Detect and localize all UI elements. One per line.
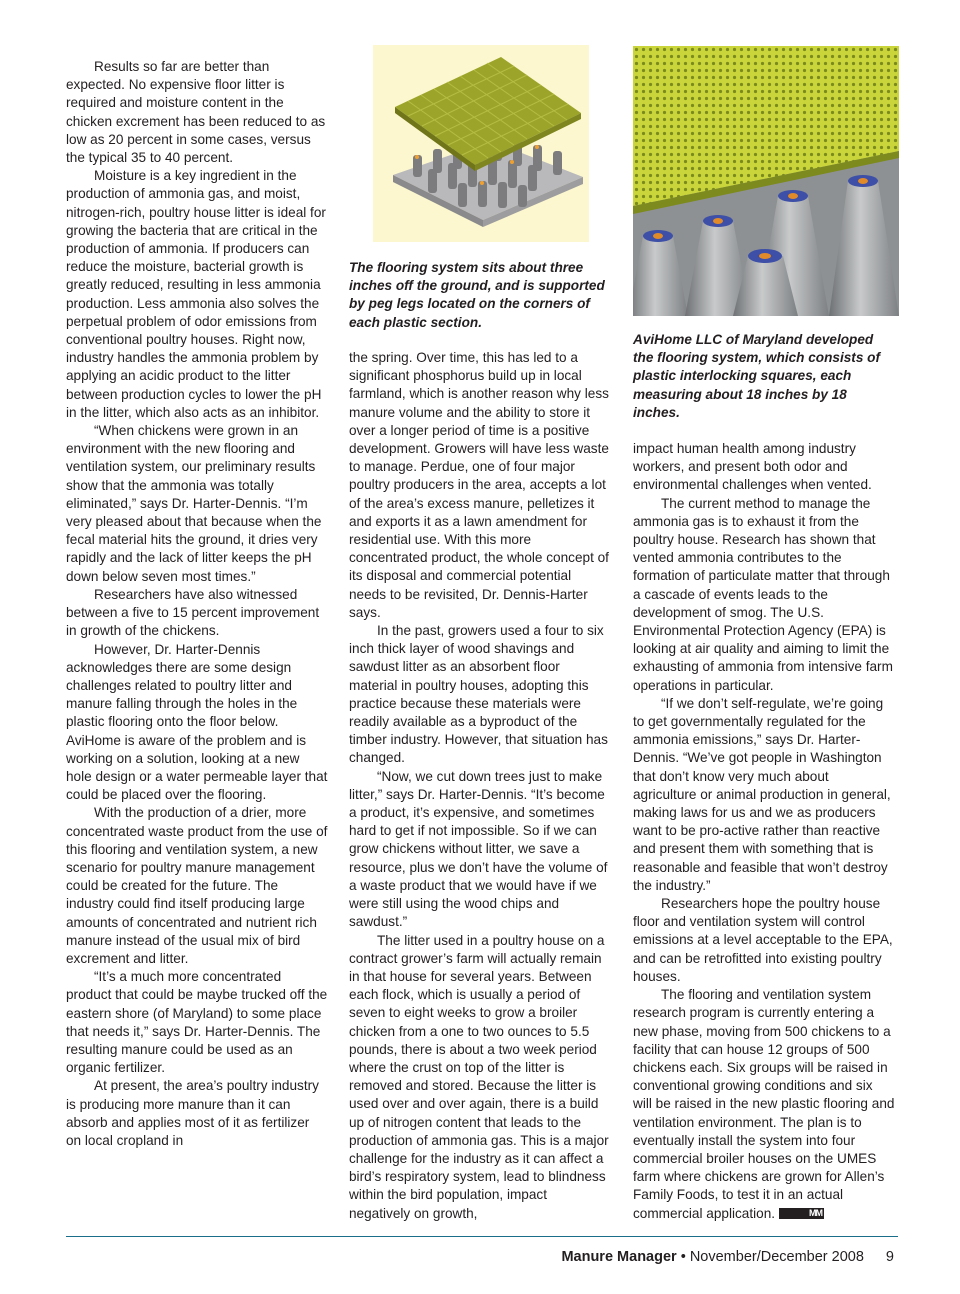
paragraph: In the past, growers used a four to six inch thick layer of wood shavings and sawdust litter as an absorbent floor material in poultry houses, adopting this practice because these materials were readily available as a byproduct of the timber industry. However, that situation has changed. (349, 623, 608, 766)
paragraph: With the production of a drier, more concentrated waste product from the use of this flooring and ventilation system, a new scenario for poultry manure management could be created for the future. The industry could find itself producing large amounts of concentrated and nutrient rich manure instead of the usual mix of bird excrement and litter. (66, 805, 328, 966)
magazine-name: Manure Manager (561, 1249, 677, 1265)
article-column-1 (66, 58, 328, 1150)
interlocking-squares-figure (633, 46, 899, 316)
paragraph: “When chickens were grown in an environment with the new flooring and ventilation system, our preliminary results show that the ammonia was totally eliminated,” says Dr. Harter-Dennis. “I’m very pleased about that because when the fecal material hits the ground, it dries very rapidly and the lack of litter keeps the pH down below seven most times.” (66, 423, 322, 584)
issue-date: November/December 2008 (689, 1249, 864, 1265)
flooring-system-figure (373, 45, 589, 242)
end-of-article-mark: MM (779, 1208, 824, 1219)
paragraph: the spring. Over time, this has led to a significant phosphorus build up in local farmland, which is another reason why less manure volume and the ability to store it over a longer period of time is a positive development. Growers will have less waste to manage. Perdue, one of four major poultry producers in the area, accepts a lot of the area’s excess manure, pelletizes it and exports it as a lawn amendment for residential use. With this more concentrated product, the whole concept of its disposal and commercial potential needs to be revisited, Dr. Dennis-Harter says. (349, 350, 609, 620)
paragraph: impact human health among industry workers, and present both odor and environmental challenges when vented. (633, 441, 872, 493)
paragraph: However, Dr. Harter-Dennis acknowledges there are some design challenges related to poultry litter and manure falling through the holes in the plastic flooring onto the floor below. AviHome is aware of the problem and is working on a solution, looking at a new hole design or a water permeable layer that could be placed over the flooring. (66, 641, 328, 803)
paragraph: Moisture is a key ingredient in the production of ammonia gas, and moist, nitrogen-rich, poultry house litter is ideal for growing the bacteria that are critical in the production of ammonia. If producers can reduce the moisture, bacterial growth is greatly reduced, resulting in less ammonia production. Less ammonia also solves the perpetual problem of odor emissions from conventional poultry houses. Right now, industry handles the ammonia problem by applying an acidic product to the litter between production cycles to lower the pH in the litter, which also acts as an inhibitor. (66, 168, 326, 420)
figure-caption-2: AviHome LLC of Maryland developed the flooring system, which consists of plastic interlocking squares, each measuring about 18 inches by 18 inches. (633, 332, 880, 420)
footer-divider (66, 1236, 898, 1237)
footer-separator: • (676, 1249, 690, 1265)
figure-caption-1: The flooring system sits about three inches off the ground, and is supported by peg legs located on the corners of each plastic section. (349, 260, 605, 330)
paragraph (633, 986, 895, 1223)
article-column-2 (349, 349, 611, 1223)
paragraph: “Now, we cut down trees just to make litter,” says Dr. Harter-Dennis. “It’s become a product, it’s expensive, and sometimes hard to get if not impossible. So if we can grow chickens without litter, we save a resource, plus we don’t have the volume of a waste product that we would have if we were still using the wood chips and sawdust.” (349, 768, 608, 930)
page-footer (561, 1249, 894, 1265)
page-number: 9 (885, 1249, 894, 1265)
paragraph: The litter used in a poultry house on a contract grower’s farm will actually remain in that house for several years. Between each flock, which is usually a period of seven to eight weeks to grow a broiler chicken from a one to two ounces to 5.5 pounds, there is about a two week period where the crust on top of the litter is removed and stored. Because the litter is used over and over again, there is a build up of nitrogen content that leads to the production of ammonia gas. This is a major challenge for the industry as it can affect a bird’s respiratory system, lead to blindness within the bird population, impact negatively on growth, (349, 932, 609, 1221)
paragraph: “If we don’t self-regulate, we’re going to get governmentally regulated for the ammonia emissions,” says Dr. Harter-Dennis. “We’ve got people in Washington that don’t know very much about agriculture or animal production in general, making laws for us and we as producers want to be pro-active rather than reactive and present them with something that is reasonable and feasible that won’t destroy the industry.” (633, 695, 891, 893)
paragraph: Researchers hope the poultry house floor and ventilation system will control emissions at a level acceptable to the EPA, and can be retrofitted into existing poultry houses. (633, 896, 893, 984)
article-column-3 (633, 440, 895, 1223)
paragraph: At present, the area’s poultry industry is producing more manure than it can absorb and applies most of it as fertilizer on local cropland in (66, 1078, 319, 1148)
paragraph: “It’s a much more concentrated product that could be maybe trucked off the eastern shore (of Maryland) to some place that needs it,” says Dr. Harter-Dennis. The resulting manure could be used as an organic fertilizer. (66, 969, 328, 1076)
paragraph: Researchers have also witnessed between a five to 15 percent improvement in growth of the chickens. (66, 586, 320, 639)
paragraph: The current method to manage the ammonia gas is to exhaust it from the poultry house. Research has shown that vented ammonia contributes to the formation of particulate matter that through a cascade of events leads to the development of smog. The U.S. Environmental Protection Agency (EPA) is looking at air quality and aiming to limit the exhausting of ammonia from intensive farm operations in particular. (633, 495, 893, 693)
paragraph: Results so far are better than expected. No expensive floor litter is required and moisture content in the chicken excrement has been reduced to as low as 20 percent in some cases, versus the typical 35 to 40 percent. (66, 59, 326, 166)
flooring-panel-illustration (373, 45, 589, 242)
final-paragraph-text: The flooring and ventilation system research program is currently entering a new phase, moving from 500 chickens to a facility that can house 12 groups of 500 chickens each. Six groups will be raised in conventional growing conditions and six will be raised in the new plastic flooring and ventilation environment. The plan is to eventually install the system into four commercial broiler houses on the UMES farm where chickens are grown for Allen’s Family Foods, to test it in an actual commercial application. (633, 987, 895, 1221)
flooring-closeup-illustration (633, 46, 899, 316)
